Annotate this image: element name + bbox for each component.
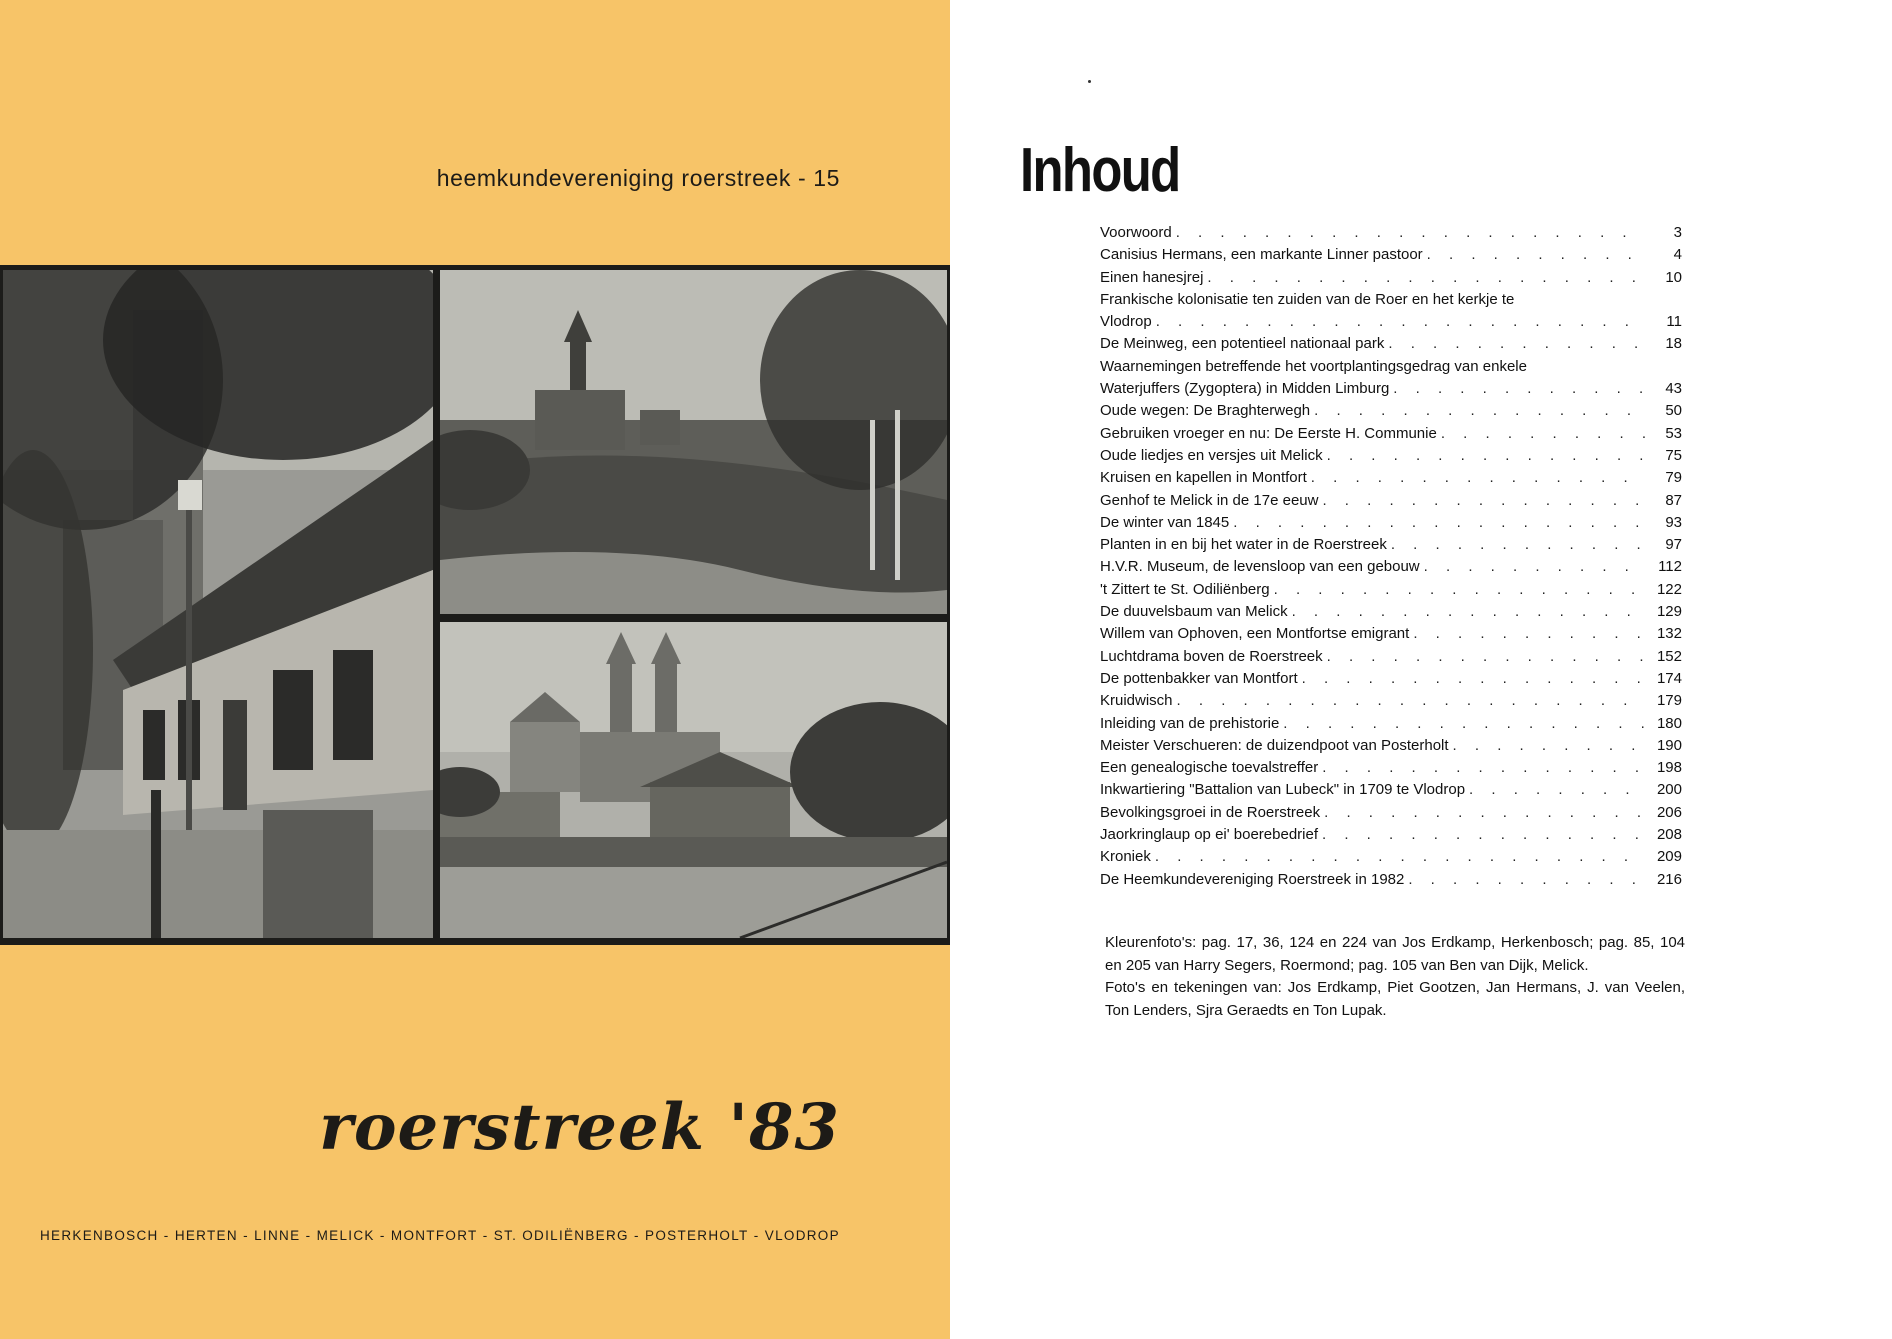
toc-entry — [1100, 713, 1682, 735]
toc-entry — [1100, 601, 1682, 623]
dot-leader — [1393, 378, 1646, 400]
dot-leader — [1441, 423, 1646, 445]
toc-entry — [1100, 222, 1682, 244]
dot-leader — [1292, 601, 1646, 623]
toc-entry — [1100, 824, 1682, 846]
dot-leader — [1327, 646, 1646, 668]
toc-entry-title: Voorwoord — [1100, 224, 1172, 241]
toc-entry — [1100, 467, 1682, 489]
print-speck — [1088, 80, 1091, 83]
toc-entry-title: De Heemkundevereniging Roerstreek in 1982 — [1100, 870, 1405, 888]
cover-title: roerstreek '83 — [319, 1090, 840, 1165]
village-separator: - — [243, 1228, 249, 1243]
dot-leader — [1311, 467, 1646, 489]
dot-leader — [1302, 668, 1646, 690]
toc-entry-page: 216 — [1656, 870, 1682, 888]
toc-entry-page: 93 — [1665, 513, 1682, 531]
toc-entry — [1100, 267, 1682, 289]
toc-entry-title: Einen hanesjrej — [1100, 268, 1204, 286]
toc-entry — [1100, 445, 1682, 467]
toc-entry-page: 206 — [1656, 803, 1682, 821]
dot-leader — [1427, 244, 1646, 266]
village-separator: - — [379, 1228, 386, 1243]
toc-entry — [1100, 869, 1682, 891]
toc-entry-page: 112 — [1658, 558, 1682, 576]
toc-entry-title: H.V.R. Museum, de levensloop van een gebouw — [1100, 558, 1420, 576]
village-list — [40, 1228, 840, 1243]
toc-entry-title-line: Frankische kolonisatie ten zuiden van de Roer en het kerkje te — [1100, 290, 1515, 308]
dot-leader — [1233, 512, 1646, 534]
village-separator: - — [634, 1228, 640, 1243]
toc-entry-title: Gebruiken vroeger en nu: De Eerste H. Communie — [1100, 424, 1437, 442]
village-name: POSTERHOLT — [645, 1228, 749, 1243]
dot-leader — [1453, 735, 1646, 757]
toc-entry — [1100, 735, 1682, 757]
village-separator: - — [305, 1228, 312, 1243]
dot-leader — [1388, 333, 1646, 355]
toc-entry-title: Kruisen en kapellen in Montfort — [1100, 469, 1307, 487]
toc-entry-title: De pottenbakker van Montfort — [1100, 669, 1298, 687]
toc-entry — [1100, 378, 1682, 400]
toc-entry-page: 129 — [1656, 603, 1682, 621]
credits-color-photos: Kleurenfoto's: pag. 17, 36, 124 en 224 van Jos Erdkamp, Herkenbosch; pag. 85, 104 en 205 van Harry Segers, Roermond; pag. 105 van Ben van Dijk, Melick. — [1105, 934, 1685, 974]
toc-entry-title: Willem van Ophoven, een Montfortse emigrant — [1100, 625, 1410, 643]
toc-entry — [1100, 668, 1682, 690]
toc-entry-page: 10 — [1665, 268, 1682, 286]
toc-entry-page: 180 — [1656, 714, 1682, 732]
toc-entry-page: 198 — [1656, 759, 1682, 777]
toc-entry-page: 200 — [1656, 781, 1682, 799]
toc-entry-page: 18 — [1665, 335, 1682, 353]
village-name: HERKENBOSCH — [40, 1228, 159, 1243]
toc-entry-page: 53 — [1665, 424, 1682, 442]
toc-entry-page: 152 — [1656, 647, 1682, 665]
toc-entry-title: Luchtdrama boven de Roerstreek — [1100, 647, 1323, 665]
toc-entry-title: Kroniek — [1100, 848, 1151, 866]
village-name: MONTFORT — [390, 1228, 478, 1243]
toc-entry-title: Genhof te Melick in de 17e eeuw — [1100, 491, 1319, 509]
toc-entry-page: 209 — [1656, 848, 1682, 866]
toc-entry-page: 11 — [1666, 313, 1682, 331]
village-name: ST. ODILIËNBERG — [493, 1228, 629, 1243]
dot-leader — [1207, 267, 1646, 289]
toc-entry — [1100, 512, 1682, 534]
photo-abbey-by-river — [440, 622, 947, 938]
toc-entry-title: Oude wegen: De Braghterwegh — [1100, 402, 1311, 420]
village-name: HERTEN — [174, 1228, 238, 1243]
photo-collage — [0, 265, 950, 945]
table-of-contents — [1100, 222, 1682, 891]
toc-entry — [1100, 333, 1682, 355]
toc-entry-page: 79 — [1665, 469, 1682, 487]
toc-entry-page: 50 — [1665, 402, 1682, 420]
toc-entry-page: 174 — [1656, 669, 1682, 687]
dot-leader — [1408, 869, 1646, 891]
toc-entry-title-line: Waarnemingen betreffende het voortplantingsgedrag van enkele — [1100, 357, 1527, 375]
photo-school-building — [3, 270, 433, 938]
toc-entry — [1100, 556, 1682, 578]
toc-entry-title: Een genealogische toevalstreffer — [1100, 759, 1319, 777]
toc-entry-page: 87 — [1665, 491, 1682, 509]
toc-entry — [1100, 423, 1682, 445]
toc-entry-title: De winter van 1845 — [1100, 513, 1230, 531]
toc-entry-title: Canisius Hermans, een markante Linner pastoor — [1100, 246, 1423, 264]
page-title: Inhoud — [1020, 136, 1180, 205]
dot-leader — [1327, 445, 1646, 467]
dot-leader — [1274, 579, 1646, 601]
photo-credits — [1105, 932, 1685, 1022]
village-separator: - — [163, 1228, 170, 1243]
dot-leader — [1469, 779, 1646, 801]
contents-page — [950, 0, 1892, 1339]
dot-leader — [1324, 802, 1646, 824]
dot-leader — [1322, 824, 1646, 846]
toc-entry-page: 75 — [1665, 446, 1682, 464]
toc-entry-title: Bevolkingsgroei in de Roerstreek — [1100, 803, 1321, 821]
toc-entry-page: 122 — [1656, 580, 1682, 598]
toc-entry-title: Inkwartiering "Battalion van Lubeck" in 1709 te Vlodrop — [1100, 781, 1466, 799]
dot-leader — [1314, 400, 1646, 422]
dot-leader — [1413, 623, 1646, 645]
dot-leader — [1322, 757, 1646, 779]
toc-entry-page: 4 — [1673, 246, 1682, 264]
toc-entry-page: 97 — [1665, 536, 1682, 554]
dot-leader — [1155, 846, 1646, 868]
series-line: heemkundevereniging roerstreek - 15 — [436, 165, 840, 191]
village-separator: - — [753, 1228, 760, 1243]
toc-entry — [1100, 846, 1682, 868]
dot-leader — [1156, 311, 1646, 333]
dot-leader — [1322, 490, 1646, 512]
toc-entry-page: 43 — [1665, 380, 1682, 398]
toc-entry — [1100, 579, 1682, 601]
village-name: MELICK — [316, 1228, 375, 1243]
dot-leader — [1283, 713, 1646, 735]
toc-entry — [1100, 490, 1682, 512]
toc-entry-title: Planten in en bij het water in de Roerstreek — [1100, 536, 1387, 554]
toc-entry-page: 132 — [1656, 625, 1682, 643]
toc-entry-page: 179 — [1656, 692, 1682, 710]
toc-entry — [1100, 757, 1682, 779]
village-name: VLODROP — [764, 1228, 840, 1243]
photo-church-on-hill — [440, 270, 947, 614]
dot-leader — [1424, 556, 1646, 578]
toc-entry-title: Jaorkringlaup op ei' boerebedrief — [1100, 826, 1319, 844]
toc-entry — [1100, 802, 1682, 824]
dot-leader — [1176, 222, 1646, 244]
toc-entry — [1100, 400, 1682, 422]
toc-entry — [1100, 311, 1682, 333]
toc-entry — [1100, 646, 1682, 668]
toc-entry-title: Meister Verschueren: de duizendpoot van Posterholt — [1100, 736, 1449, 754]
toc-entry-title: Kruidwisch — [1100, 692, 1173, 710]
toc-entry — [1100, 623, 1682, 645]
toc-entry-title: De duuvelsbaum van Melick — [1100, 603, 1288, 621]
toc-entry-title: Vlodrop — [1100, 313, 1152, 331]
toc-entry — [1100, 690, 1682, 712]
village-name: LINNE — [254, 1228, 301, 1243]
dot-leader — [1177, 690, 1646, 712]
village-separator: - — [482, 1228, 489, 1243]
toc-entry-title: 't Zittert te St. Odiliënberg — [1100, 580, 1270, 598]
toc-entry-page: 208 — [1656, 826, 1682, 844]
toc-entry — [1100, 534, 1682, 556]
toc-entry-page: 3 — [1673, 224, 1682, 241]
toc-entry-title: Inleiding van de prehistorie — [1100, 714, 1280, 732]
toc-entry-title: Oude liedjes en versjes uit Melick — [1100, 446, 1323, 464]
toc-entry-title: Waterjuffers (Zygoptera) in Midden Limburg — [1100, 380, 1390, 398]
toc-entry — [1100, 779, 1682, 801]
toc-entry-title: De Meinweg, een potentieel nationaal park — [1100, 335, 1385, 353]
toc-entry-page: 190 — [1656, 736, 1682, 754]
dot-leader — [1391, 534, 1646, 556]
toc-entry — [1100, 244, 1682, 266]
credits-photos-drawings: Foto's en tekeningen van: Jos Erdkamp, Piet Gootzen, Jan Hermans, J. van Veelen, Ton Lenders, Sjra Geraedts en Ton Lupak. — [1105, 979, 1685, 1019]
